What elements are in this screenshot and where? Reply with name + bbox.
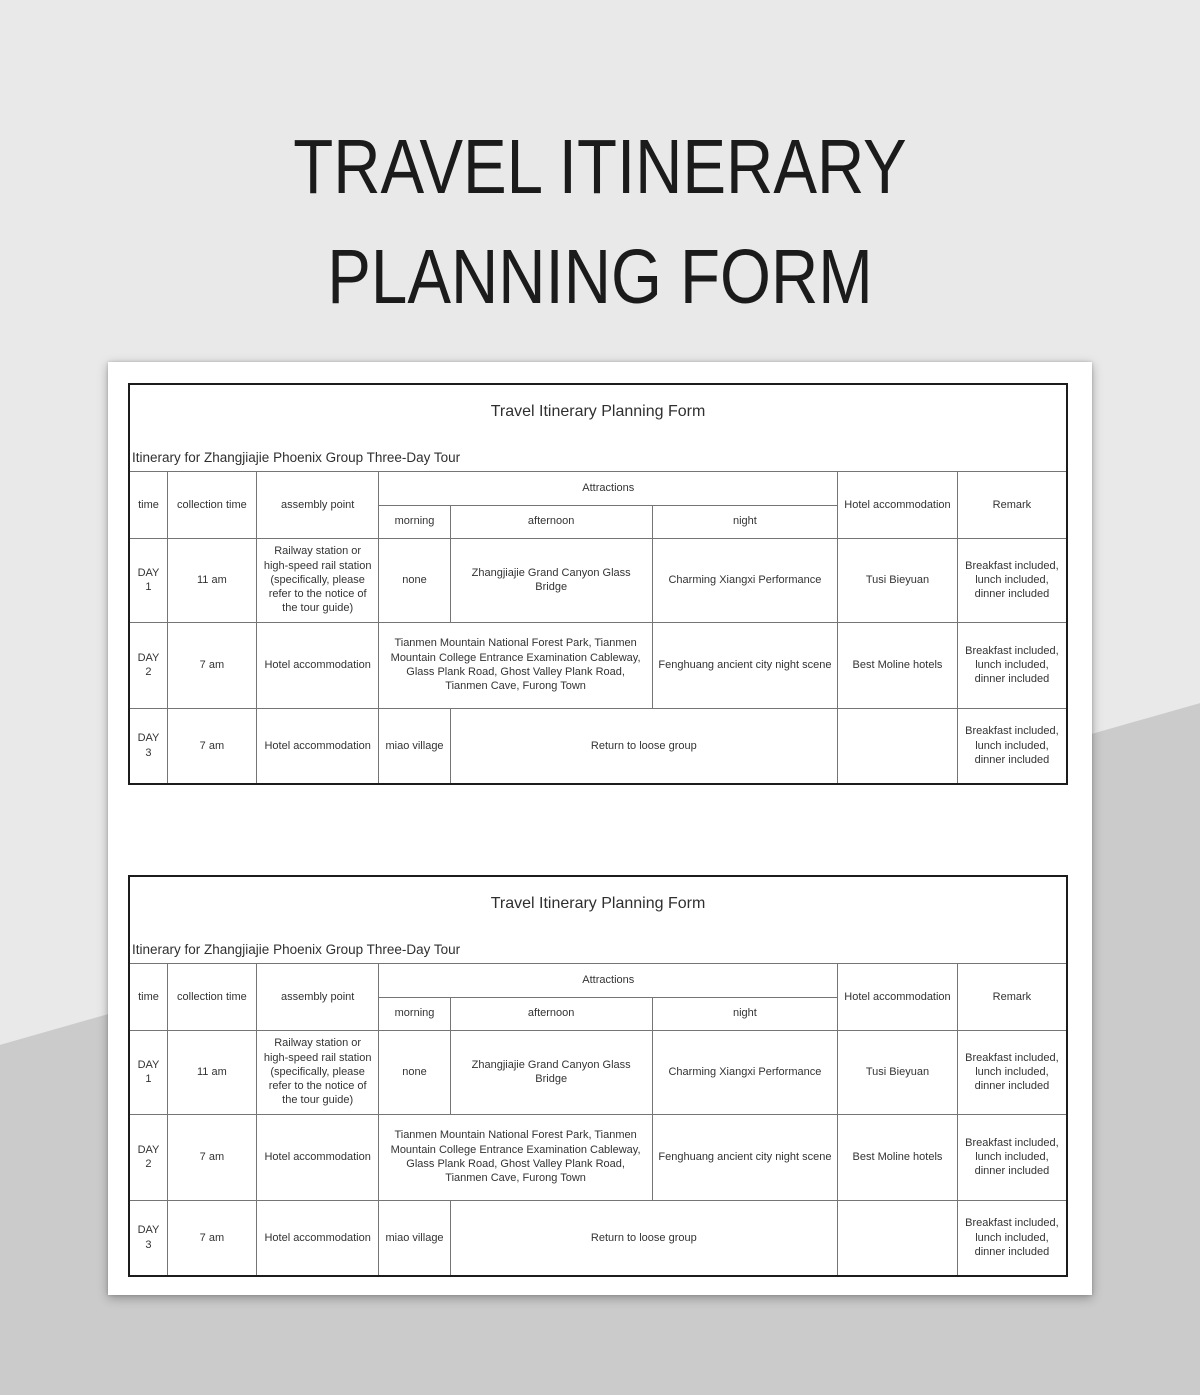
cell-collection-time: 7 am: [167, 1200, 256, 1275]
itinerary-table: [130, 472, 1066, 783]
cell-hotel: [838, 708, 958, 783]
cell-day: DAY 2: [130, 622, 167, 708]
header-remark: Remark: [957, 472, 1066, 538]
cell-collection-time: 7 am: [167, 708, 256, 783]
header-time: time: [130, 472, 167, 538]
cell-morning: none: [379, 538, 450, 622]
cell-day: DAY 1: [130, 1030, 167, 1114]
cell-remark: Breakfast included, lunch included, dinner included: [957, 622, 1066, 708]
cell-remark: Breakfast included, lunch included, dinner included: [957, 1200, 1066, 1275]
document-sheet: [108, 362, 1092, 1295]
form-title: Travel Itinerary Planning Form: [490, 895, 706, 912]
cell-remark: Breakfast included, lunch included, dinner included: [957, 708, 1066, 783]
cell-morning: miao village: [379, 708, 450, 783]
cell-collection-time: 11 am: [167, 1030, 256, 1114]
cell-afternoon-night: Return to loose group: [450, 708, 838, 783]
form-subtitle: Itinerary for Zhangjiajie Phoenix Group Three-Day Tour: [130, 439, 1066, 472]
itinerary-form-top: [128, 383, 1068, 785]
cell-assembly-point: Hotel accommodation: [256, 622, 379, 708]
cell-assembly-point: Railway station or high-speed rail station (specifically, please refer to the notice of the tour guide): [256, 1030, 379, 1114]
header-afternoon: afternoon: [450, 997, 652, 1030]
page-title-line1: TRAVEL ITINERARY: [293, 124, 907, 210]
header-hotel-accommodation: Hotel accommodation: [838, 472, 958, 538]
form-title: Travel Itinerary Planning Form: [490, 403, 706, 420]
table-row-day3: [130, 708, 1066, 783]
cell-assembly-point: Railway station or high-speed rail station (specifically, please refer to the notice of the tour guide): [256, 538, 379, 622]
form-subtitle: Itinerary for Zhangjiajie Phoenix Group Three-Day Tour: [130, 931, 1066, 964]
cell-night: Charming Xiangxi Performance: [652, 1030, 837, 1114]
itinerary-table: [130, 964, 1066, 1275]
header-row-1: [130, 964, 1066, 997]
header-morning: morning: [379, 997, 450, 1030]
header-attractions: Attractions: [379, 472, 838, 505]
header-assembly-point: assembly point: [256, 472, 379, 538]
header-assembly-point: assembly point: [256, 964, 379, 1030]
table-row-day3: [130, 1200, 1066, 1275]
itinerary-form-bottom: [128, 875, 1068, 1277]
cell-collection-time: 7 am: [167, 1114, 256, 1200]
cell-night: Fenghuang ancient city night scene: [652, 622, 837, 708]
cell-morning-afternoon: Tianmen Mountain National Forest Park, Tianmen Mountain College Entrance Examination Cableway, Glass Plank Road, Ghost Valley Plank Road, Tianmen Cave, Furong Town: [379, 622, 652, 708]
header-hotel-accommodation: Hotel accommodation: [838, 964, 958, 1030]
cell-morning-afternoon: Tianmen Mountain National Forest Park, Tianmen Mountain College Entrance Examination Cableway, Glass Plank Road, Ghost Valley Plank Road, Tianmen Cave, Furong Town: [379, 1114, 652, 1200]
cell-day: DAY 3: [130, 708, 167, 783]
cell-day: DAY 2: [130, 1114, 167, 1200]
cell-remark: Breakfast included, lunch included, dinner included: [957, 538, 1066, 622]
cell-assembly-point: Hotel accommodation: [256, 1114, 379, 1200]
header-row-1: [130, 472, 1066, 505]
table-row-day2: [130, 1114, 1066, 1200]
cell-night: Charming Xiangxi Performance: [652, 538, 837, 622]
cell-remark: Breakfast included, lunch included, dinner included: [957, 1114, 1066, 1200]
table-row-day1: [130, 1030, 1066, 1114]
cell-assembly-point: Hotel accommodation: [256, 1200, 379, 1275]
header-morning: morning: [379, 505, 450, 538]
table-row-day2: [130, 622, 1066, 708]
cell-day: DAY 3: [130, 1200, 167, 1275]
page-title: [90, 112, 1110, 332]
header-collection-time: collection time: [167, 964, 256, 1030]
header-attractions: Attractions: [379, 964, 838, 997]
cell-collection-time: 7 am: [167, 622, 256, 708]
cell-afternoon: Zhangjiajie Grand Canyon Glass Bridge: [450, 1030, 652, 1114]
cell-remark: Breakfast included, lunch included, dinner included: [957, 1030, 1066, 1114]
cell-afternoon: Zhangjiajie Grand Canyon Glass Bridge: [450, 538, 652, 622]
header-night: night: [652, 505, 837, 538]
page-title-line2: PLANNING FORM: [327, 234, 873, 320]
header-night: night: [652, 997, 837, 1030]
cell-assembly-point: Hotel accommodation: [256, 708, 379, 783]
cell-hotel: Tusi Bieyuan: [838, 538, 958, 622]
cell-hotel: Tusi Bieyuan: [838, 1030, 958, 1114]
cell-collection-time: 11 am: [167, 538, 256, 622]
cell-hotel: Best Moline hotels: [838, 1114, 958, 1200]
header-afternoon: afternoon: [450, 505, 652, 538]
cell-hotel: Best Moline hotels: [838, 622, 958, 708]
header-collection-time: collection time: [167, 472, 256, 538]
cell-afternoon-night: Return to loose group: [450, 1200, 838, 1275]
header-time: time: [130, 964, 167, 1030]
cell-morning: miao village: [379, 1200, 450, 1275]
cell-day: DAY 1: [130, 538, 167, 622]
cell-night: Fenghuang ancient city night scene: [652, 1114, 837, 1200]
header-remark: Remark: [957, 964, 1066, 1030]
cell-morning: none: [379, 1030, 450, 1114]
table-row-day1: [130, 538, 1066, 622]
cell-hotel: [838, 1200, 958, 1275]
